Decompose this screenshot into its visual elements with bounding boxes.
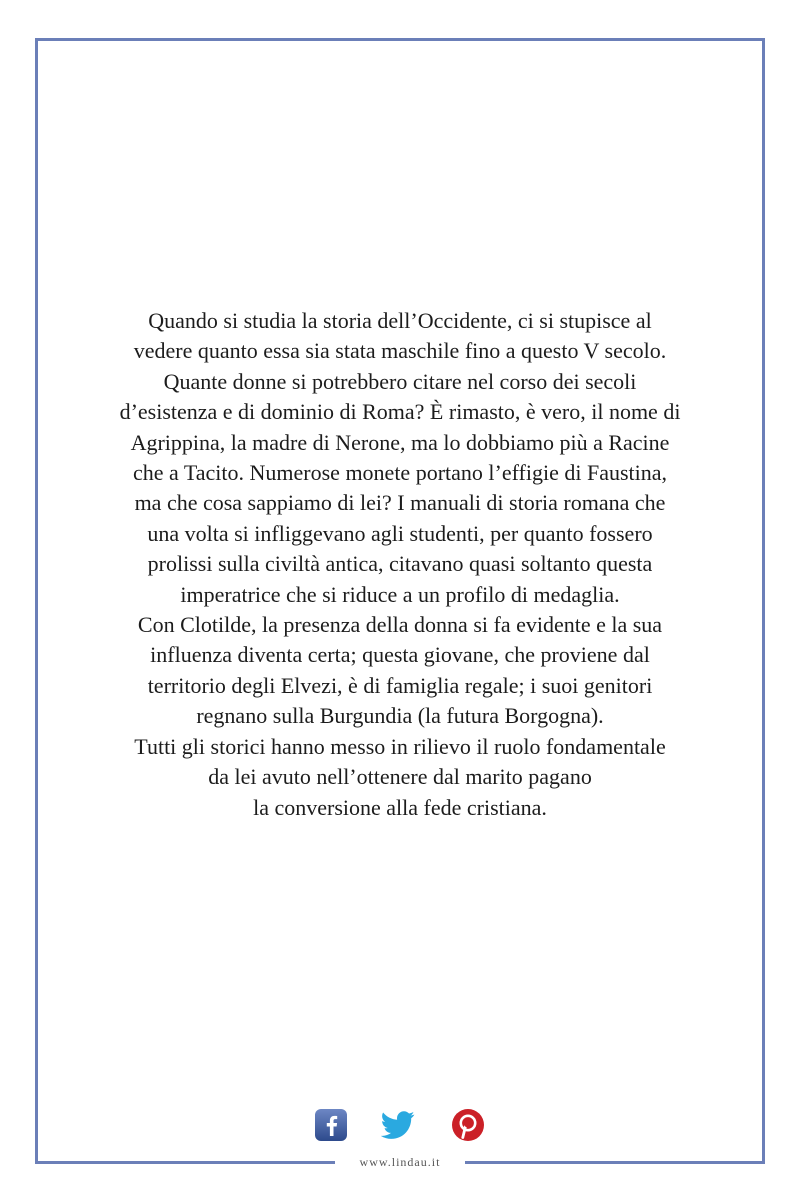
body-line: prolissi sulla civiltà antica, citavano quasi soltanto questa bbox=[147, 551, 653, 577]
body-line: vedere quanto essa sia stata maschile fino a questo V secolo. bbox=[133, 338, 667, 364]
body-line: da lei avuto nell’ottenere dal marito pagano bbox=[208, 764, 592, 790]
body-line: una volta si infliggevano agli studenti, per quanto fossero bbox=[147, 520, 653, 546]
body-line: d’esistenza e di dominio di Roma? È rimasto, è vero, il nome di bbox=[119, 399, 681, 425]
body-line: la conversione alla fede cristiana. bbox=[253, 794, 547, 820]
facebook-icon[interactable] bbox=[314, 1108, 348, 1142]
body-line: territorio degli Elvezi, è di famiglia regale; i suoi genitori bbox=[147, 672, 653, 698]
pinterest-icon[interactable] bbox=[451, 1108, 485, 1142]
body-line: ma che cosa sappiamo di lei? I manuali di storia romana che bbox=[134, 490, 666, 516]
body-line: Quando si studia la storia dell’Occidente, ci si stupisce al bbox=[148, 308, 652, 333]
body-line: imperatrice che si riduce a un profilo di medaglia. bbox=[180, 581, 620, 607]
body-line: che a Tacito. Numerose monete portano l’effigie di Faustina, bbox=[132, 460, 668, 486]
body-line: Agrippina, la madre di Nerone, ma lo dobbiamo più a Racine bbox=[130, 429, 670, 455]
body-text bbox=[70, 306, 730, 823]
body-line: influenza diventa certa; questa giovane, che proviene dal bbox=[150, 642, 650, 668]
twitter-icon[interactable] bbox=[381, 1108, 415, 1142]
body-line: regnano sulla Burgundia (la futura Borgogna). bbox=[196, 703, 604, 729]
body-line: Tutti gli storici hanno messo in rilievo il ruolo fondamentale bbox=[134, 733, 666, 759]
body-line: Con Clotilde, la presenza della donna si fa evidente e la sua bbox=[137, 612, 663, 638]
body-line: Quante donne si potrebbero citare nel corso dei secoli bbox=[163, 368, 637, 394]
social-icons bbox=[0, 1108, 800, 1142]
website-link[interactable]: www.lindau.it bbox=[335, 1150, 465, 1174]
